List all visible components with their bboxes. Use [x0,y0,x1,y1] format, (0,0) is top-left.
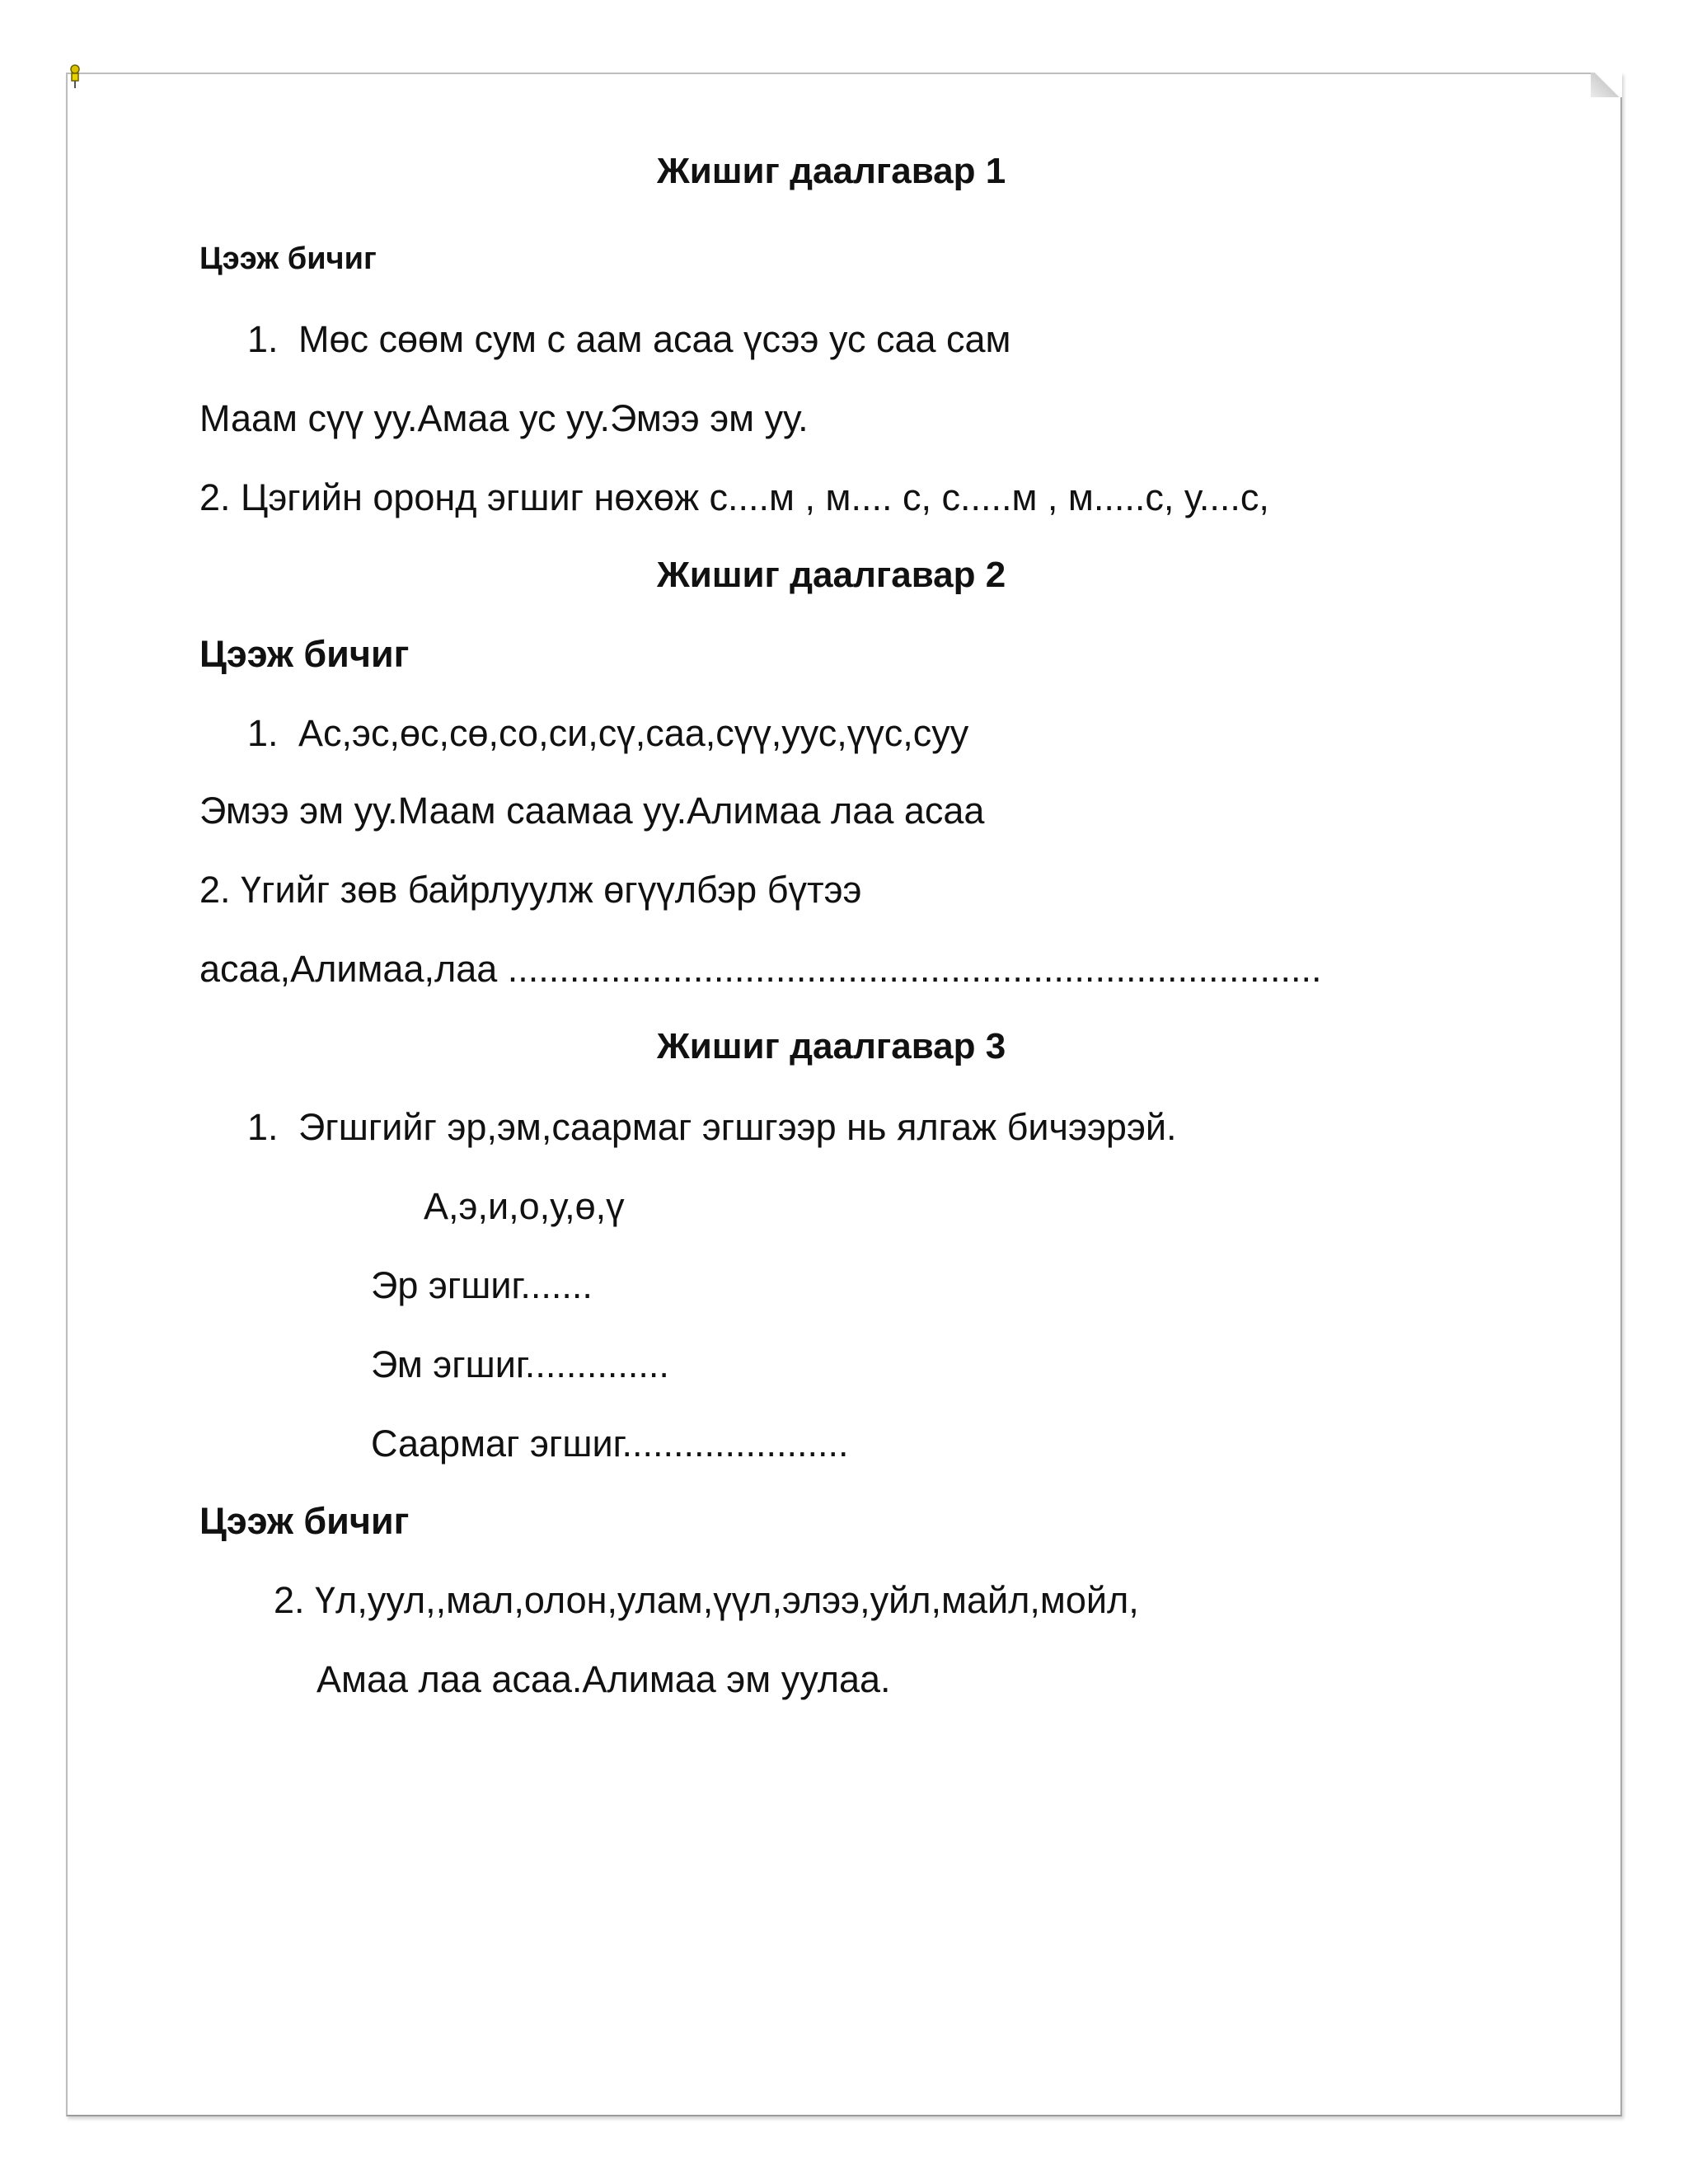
section3-item1 [247,1106,1177,1149]
section2-subtitle: Цээж бичиг [199,633,410,675]
section2-item1-text: Ас,эс,өс,сө,со,си,сү,саа,сүү,уус,үүс,суу [298,712,969,754]
section1-title: Жишиг даалгавар 1 [657,151,1006,191]
section2-words: асаа,Алимаа,лаа ............................................................................... [199,948,1322,990]
neutral-vowels-line: Саармаг эгшиг...................... [371,1422,849,1465]
section3-item1-text: Эгшгийг эр,эм,саармаг эгшгээр нь ялгаж бичээрэй. [298,1106,1177,1148]
pin-icon [69,64,81,89]
section2-title: Жишиг даалгавар 2 [657,555,1006,595]
list-number: 1. [247,318,279,360]
document-page [66,73,1622,2116]
section1-subtitle: Цээж бичиг [199,241,377,276]
section2-sentence: Эмээ эм уу.Маам саамаа уу.Алимаа лаа асаа [199,790,985,832]
section3-subtitle: Цээж бичиг [199,1500,410,1542]
list-number: 1. [247,1106,279,1148]
page-curl-corner [1591,73,1622,97]
female-vowels-line: Эм эгшиг.............. [371,1343,669,1385]
section1-item1 [247,318,1010,361]
section3-title: Жишиг даалгавар 3 [657,1026,1006,1066]
male-vowels-line: Эр эгшиг....... [371,1264,593,1306]
list-number: 1. [247,712,279,754]
section1-sentence: Маам сүү уу.Амаа ус уу.Эмээ эм уу. [199,397,809,439]
section1-item2: 2. Цэгийн оронд эгшиг нөхөж с....м , м.... с, с.....м , м.....с, у....с, [199,476,1269,518]
section2-item2: 2. Үгийг зөв байрлуулж өгүүлбэр бүтээ [199,869,862,911]
section2-item1 [247,712,968,755]
section3-item2: 2. Үл,уул,,мал,олон,улам,үүл,элээ,уйл,майл,мойл, [274,1579,1139,1621]
section1-item1-text: Мөс сөөм сум с аам асаа үсээ ус саа сам [298,318,1011,360]
section3-sentence: Амаа лаа асаа.Алимаа эм уулаа. [316,1658,891,1700]
vowel-list: А,э,и,о,у,ө,ү [424,1185,625,1227]
